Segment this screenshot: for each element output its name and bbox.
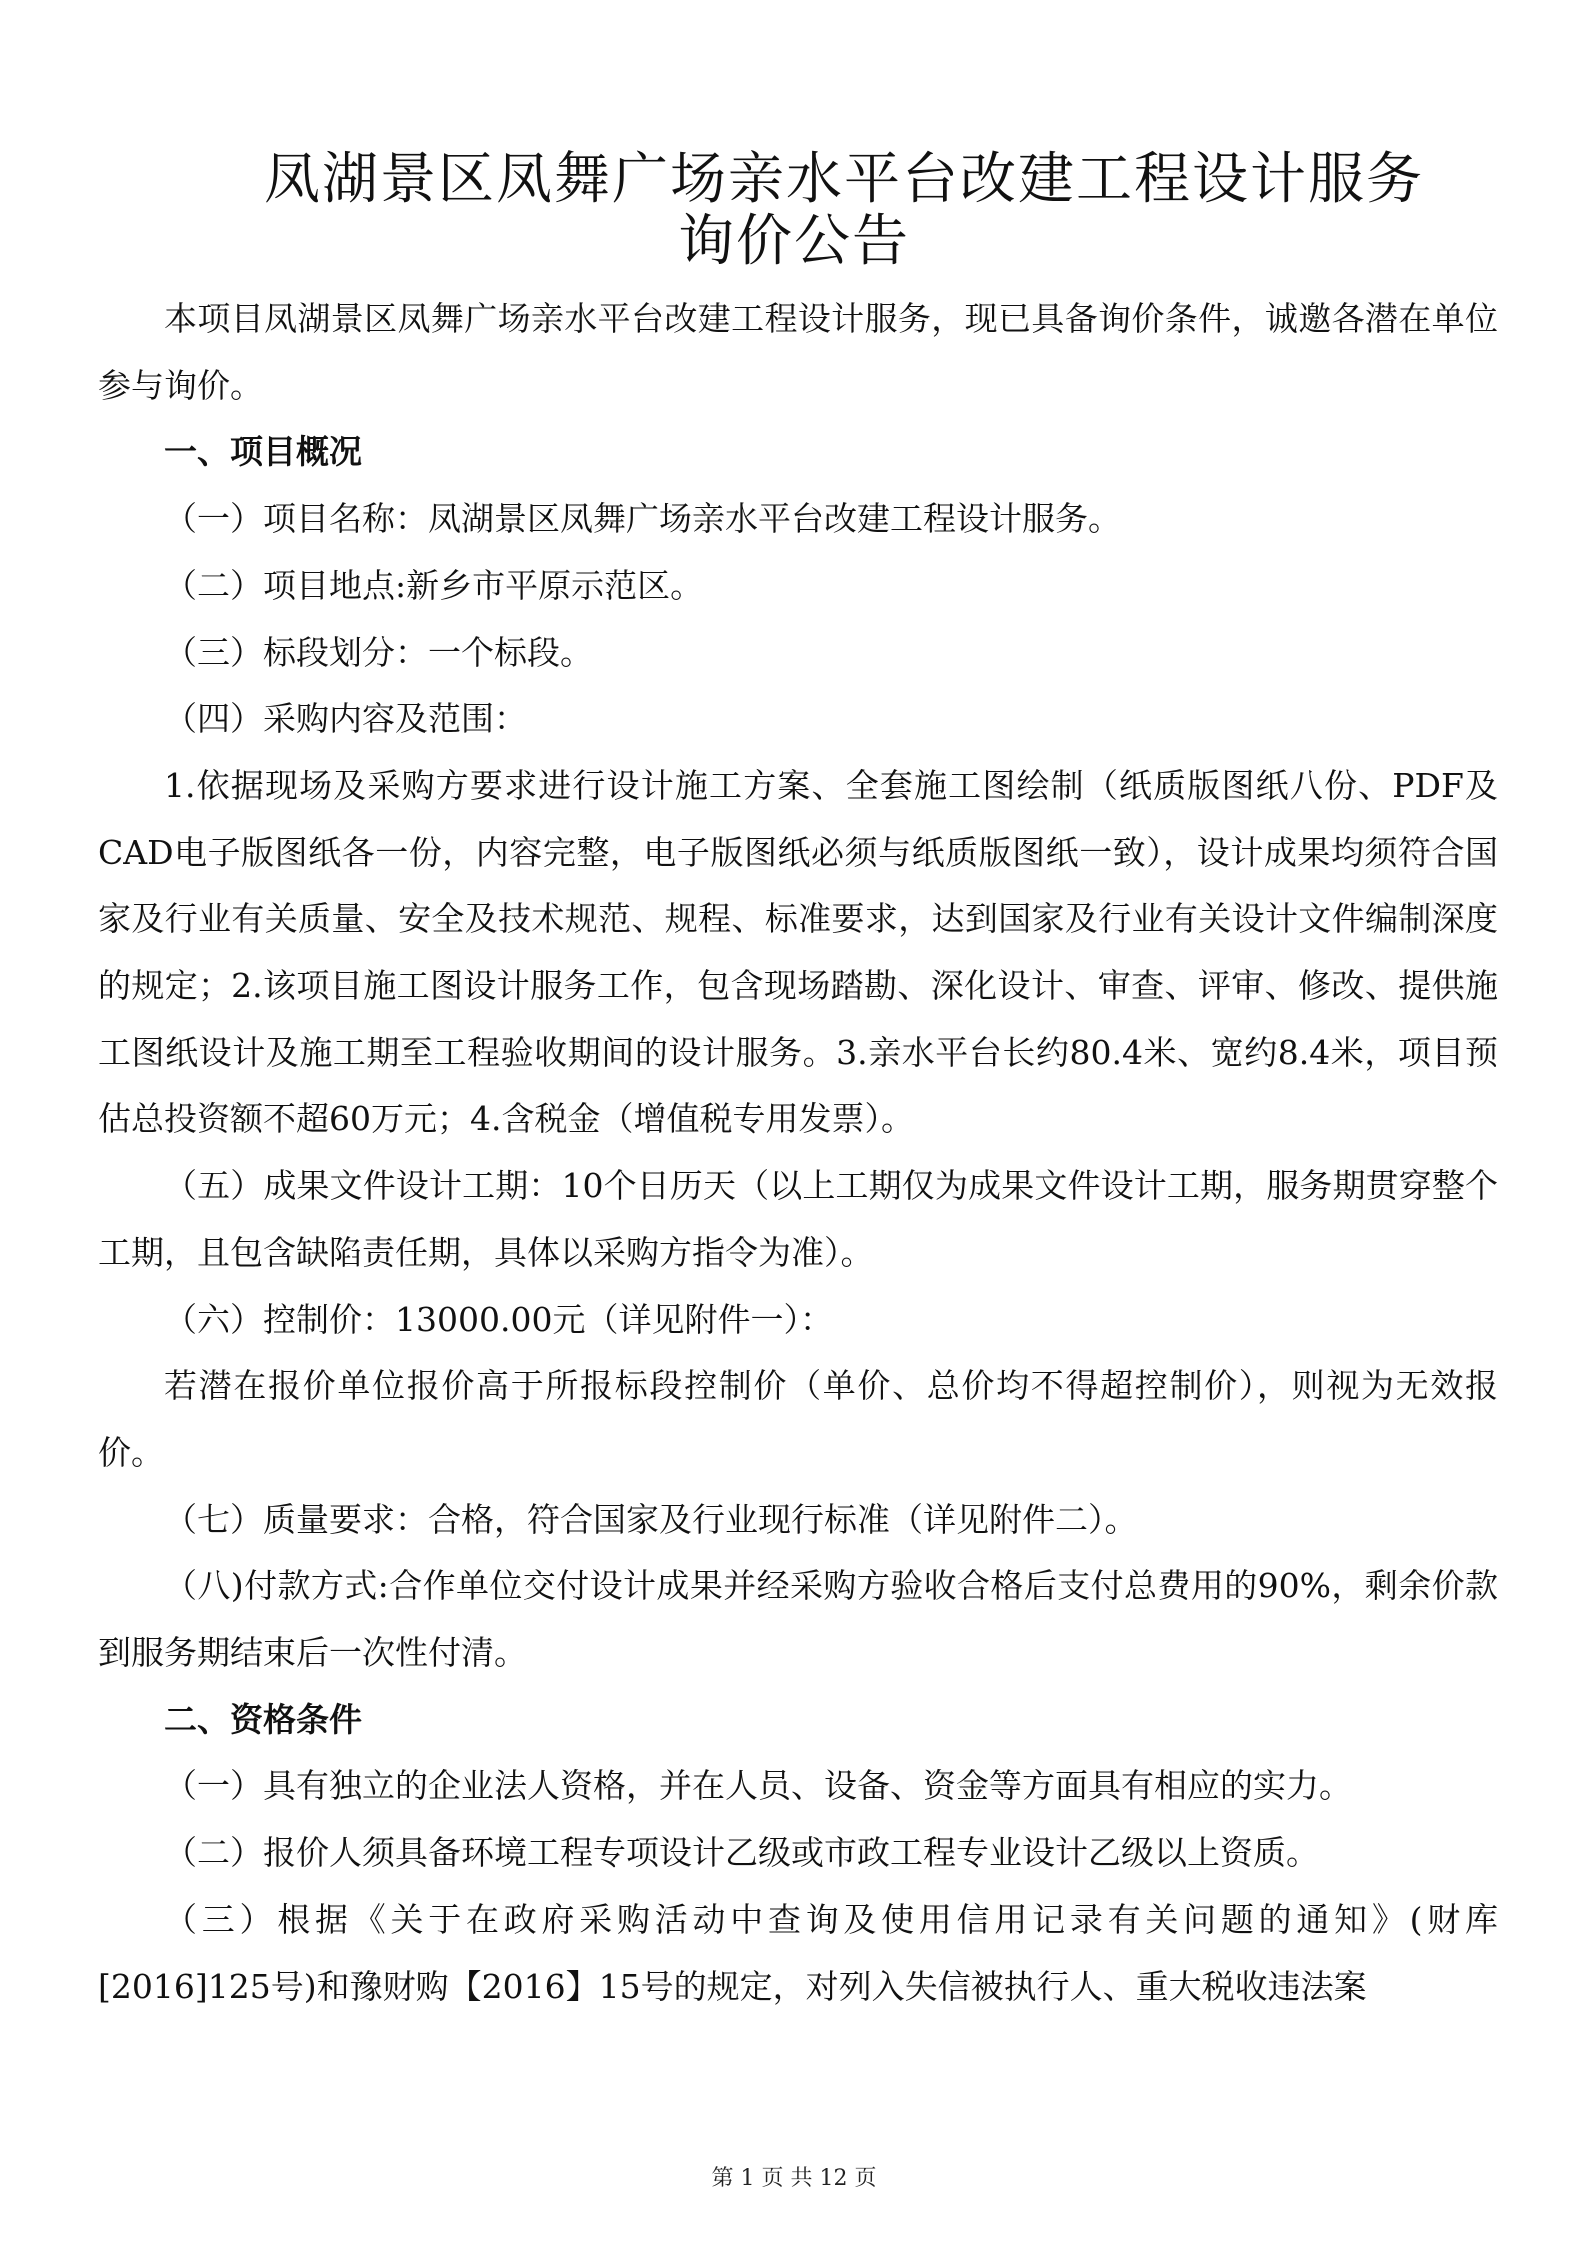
qualification-item-1: （一）具有独立的企业法人资格，并在人员、设备、资金等方面具有相应的实力。	[164, 1766, 1352, 1806]
page-number-footer: 第 1 页 共 12 页	[711, 2166, 877, 2191]
section-heading-project-overview: 一、项目概况	[164, 432, 362, 472]
control-price-item: （六）控制价：13000.00元（详见附件一）：	[164, 1299, 833, 1339]
quality-requirement-item: （七）质量要求：合格，符合国家及行业现行标准（详见附件二）。	[164, 1499, 1138, 1539]
qualification-item-3: （三）根据《关于在政府采购活动中查询及使用信用记录有关问题的通知》(财库[2016]125号)和豫财购【2016】15号的规定，对列入失信被执行人、重大税收违法案	[98, 1899, 1498, 2006]
procurement-scope-details: 1.依据现场及采购方要求进行设计施工方案、全套施工图绘制（纸质版图纸八份、PDF及CAD电子版图纸各一份，内容完整，电子版图纸必须与纸质版图纸一致），设计成果均须符合国家及行业有关质量、安全及技术规范、规程、标准要求，达到国家及行业有关设计文件编制深度的规定；2.该项目施工图设计服务工作，包含现场踏勘、深化设计、审查、评审、修改、提供施工图纸设计及施工期至工程验收期间的设计服务。3.亲水平台长约80.4米、宽约8.4米，项目预估总投资额不超60万元；4.含税金（增值税专用发票）。	[98, 765, 1498, 1139]
section-heading-qualifications: 二、资格条件	[164, 1699, 362, 1739]
design-period-item: （五）成果文件设计工期：10个日历天（以上工期仅为成果文件设计工期，服务期贯穿整个工期，且包含缺陷责任期，具体以采购方指令为准）。	[98, 1166, 1498, 1272]
document-title-line-2: 询价公告	[678, 209, 910, 274]
procurement-scope-item: （四）采购内容及范围：	[164, 699, 527, 739]
document-title-line-1: 凤湖景区凤舞广场亲水平台改建工程设计服务	[264, 147, 1424, 212]
control-price-note: 若潜在报价单位报价高于所报标段控制价（单价、总价均不得超控制价），则视为无效报价。	[98, 1366, 1498, 1472]
project-location-item: （二）项目地点:新乡市平原示范区。	[164, 565, 704, 605]
lot-division-item: （三）标段划分：一个标段。	[164, 632, 593, 672]
project-name-item: （一）项目名称：凤湖景区凤舞广场亲水平台改建工程设计服务。	[164, 499, 1121, 539]
payment-method-item: （八)付款方式:合作单位交付设计成果并经采购方验收合格后支付总费用的90%，剩余价款到服务期结束后一次性付清。	[98, 1566, 1498, 1673]
intro-paragraph: 本项目凤湖景区凤舞广场亲水平台改建工程设计服务，现已具备询价条件，诚邀各潜在单位参与询价。	[98, 299, 1498, 405]
document-body	[98, 286, 1498, 2020]
qualification-item-2: （二）报价人须具备环境工程专项设计乙级或市政工程专业设计乙级以上资质。	[164, 1833, 1319, 1873]
